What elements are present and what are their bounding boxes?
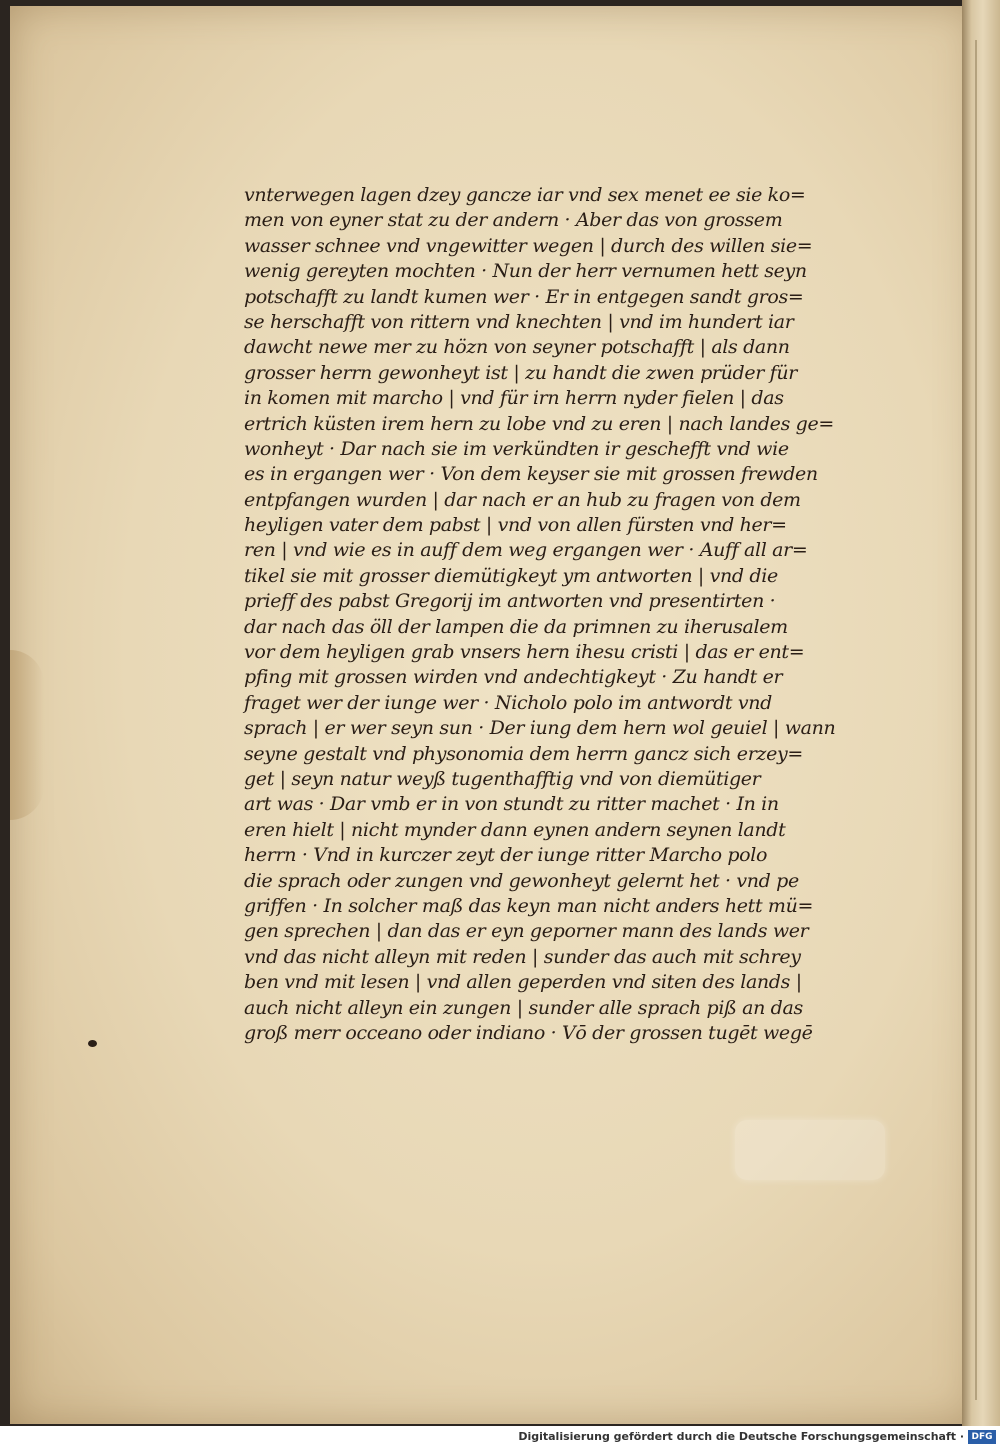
text-block (244, 183, 894, 1046)
text-line: men von eyner stat zu der andern · Aber das von grossem (244, 209, 783, 232)
text-line: die sprach oder zungen vnd gewonheyt gelernt het · vnd pe (244, 869, 799, 892)
text-line: gen sprechen | dan das er eyn geporner mann des lands wer (244, 920, 809, 943)
page-edge-line (975, 40, 977, 1400)
text-line: grosser herrn gewonheyt ist | zu handt die zwen prüder für (244, 361, 797, 384)
dfg-logo: DFG (968, 1430, 996, 1444)
text-line: art was · Dar vmb er in von stundt zu ritter machet · In in (244, 793, 779, 816)
text-line: wenig gereyten mochten · Nun der herr vernumen hett seyn (244, 260, 807, 283)
text-line: griffen · In solcher maß das keyn man nicht anders hett mü= (244, 894, 814, 917)
text-line: wasser schnee vnd vngewitter wegen | durch des willen sie= (244, 234, 813, 257)
text-line: seyne gestalt vnd physonomia dem herrn gancz sich erzey= (244, 742, 803, 765)
text-line: auch nicht alleyn ein zungen | sunder alle sprach piß an das (244, 996, 803, 1019)
text-line: entpfangen wurden | dar nach er an hub zu fragen von dem (244, 488, 801, 511)
text-line: pfing mit grossen wirden vnd andechtigkeyt · Zu handt er (244, 666, 783, 689)
footer-bar (0, 1426, 1000, 1448)
text-line: ren | vnd wie es in auff dem weg ergangen wer · Auff all ar= (244, 539, 808, 562)
text-line: herrn · Vnd in kurczer zeyt der iunge ritter Marcho polo (244, 844, 768, 867)
text-line: potschafft zu landt kumen wer · Er in entgegen sandt gros= (244, 285, 804, 308)
text-line: vnd das nicht alleyn mit reden | sunder das auch mit schrey (244, 945, 801, 968)
text-line: tikel sie mit grosser diemütigkeyt ym antworten | vnd die (244, 564, 778, 587)
text-line: ben vnd mit lesen | vnd allen geperden vnd siten des lands | (244, 971, 802, 994)
text-line: ertrich küsten irem hern zu lobe vnd zu eren | nach landes ge= (244, 412, 834, 435)
text-line: get | seyn natur weyß tugenthafftig vnd von diemütiger (244, 767, 761, 790)
margin-mark (88, 1040, 97, 1047)
blind-stamp (735, 1120, 885, 1180)
text-line: es in ergangen wer · Von dem keyser sie mit grossen frewden (244, 463, 818, 486)
text-line: vor dem heyligen grab vnsers hern ihesu cristi | das er ent= (244, 641, 805, 664)
text-line: dawcht newe mer zu hözn von seyner potschafft | als dann (244, 336, 790, 359)
text-line: fraget wer der iunge wer · Nicholo polo im antwordt vnd (244, 691, 772, 714)
text-line: groß merr occeano oder indiano · Vō der grossen tugēt wegē (244, 1021, 813, 1044)
text-line: sprach | er wer seyn sun · Der iung dem hern wol geuiel | wann (244, 717, 836, 740)
text-line: dar nach das öll der lampen die da primnen zu iherusalem (244, 615, 788, 638)
text-line: heyligen vater dem pabst | vnd von allen fürsten vnd her= (244, 514, 787, 537)
text-line: wonheyt · Dar nach sie im verkündten ir geschefft vnd wie (244, 437, 789, 460)
text-line: se herschafft von rittern vnd knechten | vnd im hundert iar (244, 310, 794, 333)
text-line: prieff des pabst Gregorij im antworten vnd presentirten · (244, 590, 776, 613)
funding-credit: Digitalisierung gefördert durch die Deutsche Forschungsgemeinschaft · (518, 1430, 964, 1443)
text-line: eren hielt | nicht mynder dann eynen andern seynen landt (244, 818, 786, 841)
page-stain (10, 650, 44, 820)
text-line: vnterwegen lagen dzey gancze iar vnd sex menet ee sie ko= (244, 184, 806, 206)
page-edge (962, 0, 1000, 1426)
text-line: in komen mit marcho | vnd für irn herrn nyder fielen | das (244, 387, 784, 410)
